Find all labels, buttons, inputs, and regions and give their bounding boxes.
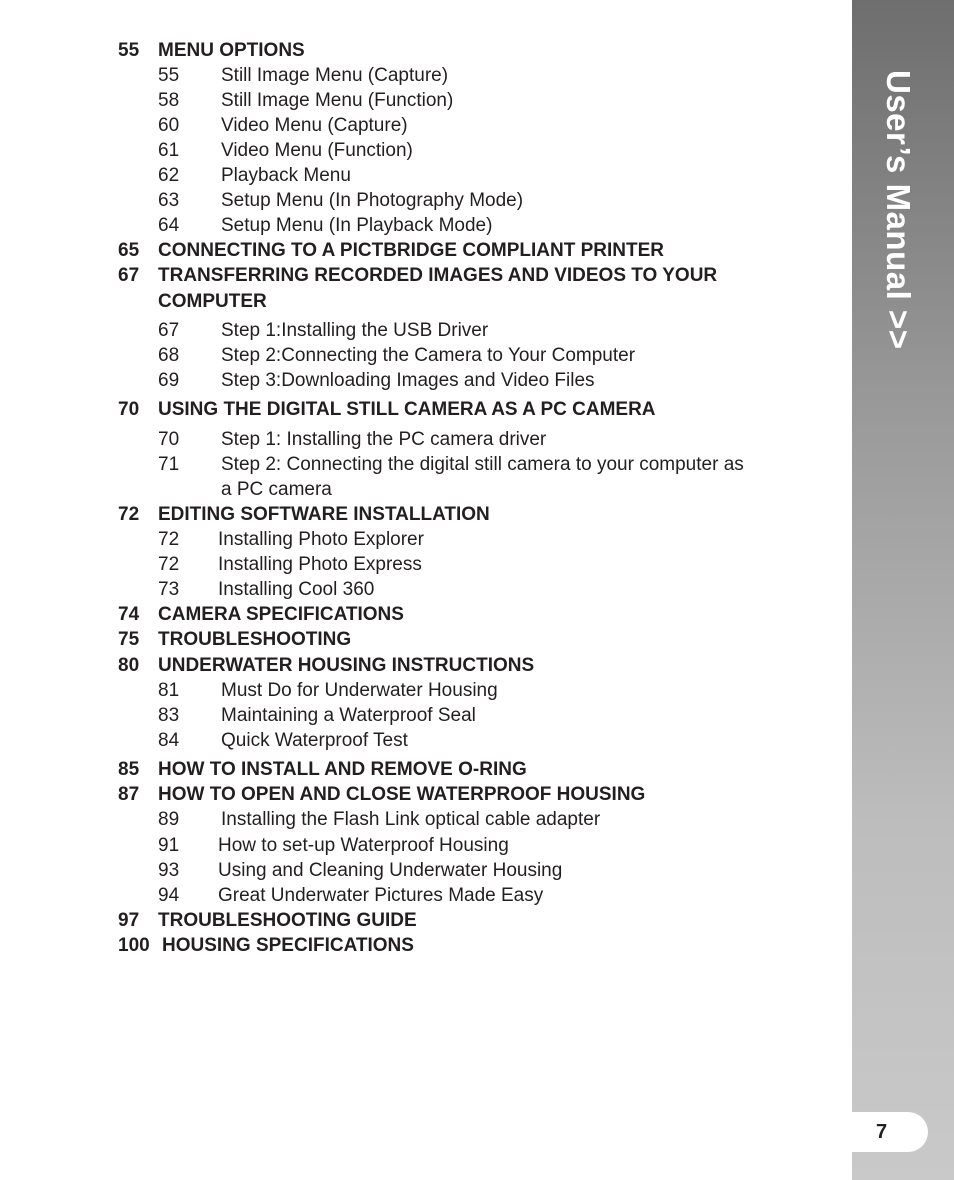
toc-entry: a PC camera: [221, 479, 332, 500]
toc-entry: Playback Menu: [221, 165, 351, 186]
toc-page-number: 55: [118, 40, 140, 61]
toc-entry: CONNECTING TO A PICTBRIDGE COMPLIANT PRINTER: [158, 240, 664, 261]
toc-entry: MENU OPTIONS: [158, 40, 305, 61]
toc-page-number: 67: [118, 265, 140, 286]
toc-entry: TROUBLESHOOTING GUIDE: [158, 910, 417, 931]
toc-entry: HOW TO INSTALL AND REMOVE O-RING: [158, 759, 527, 780]
toc-entry: Step 2:Connecting the Camera to Your Computer: [221, 345, 636, 366]
toc-page-number: 81: [158, 680, 180, 701]
toc-page-number: 75: [118, 629, 140, 650]
toc-page-number: 70: [118, 399, 140, 420]
toc-entry: Step 3:Downloading Images and Video Files: [221, 370, 595, 391]
toc-entry: Setup Menu (In Photography Mode): [221, 190, 524, 211]
toc-entry: Installing Photo Explorer: [218, 529, 424, 550]
toc-entry: Still Image Menu (Function): [221, 90, 454, 111]
toc-page-number: 74: [118, 604, 140, 625]
page-number-tab: [852, 1112, 928, 1152]
toc-entry: COMPUTER: [158, 291, 267, 312]
toc-page-number: 68: [158, 345, 180, 366]
page-number: 7: [876, 1121, 888, 1143]
manual-title: User’s Manual >>: [880, 70, 917, 350]
toc-entry: Step 1: Installing the PC camera driver: [221, 429, 547, 450]
toc-page-number: 87: [118, 784, 140, 805]
toc-entry: Great Underwater Pictures Made Easy: [218, 885, 544, 906]
toc-page-number: 55: [158, 65, 180, 86]
toc-page-number: 64: [158, 215, 180, 236]
toc-entry: Step 1:Installing the USB Driver: [221, 320, 489, 341]
toc-page-number: 94: [158, 885, 180, 906]
toc-page-number: 69: [158, 370, 180, 391]
toc-entry: UNDERWATER HOUSING INSTRUCTIONS: [158, 655, 535, 676]
toc-page-number: 73: [158, 579, 180, 600]
toc-page-number: 84: [158, 730, 180, 751]
toc-entry: TRANSFERRING RECORDED IMAGES AND VIDEOS TO YOUR: [158, 265, 718, 286]
toc-page-number: 72: [158, 554, 180, 575]
toc-page-number: 80: [118, 655, 140, 676]
toc-entry: Installing Cool 360: [218, 579, 375, 600]
toc-entry: Installing the Flash Link optical cable adapter: [221, 809, 601, 830]
toc-page-number: 89: [158, 809, 180, 830]
toc-entry: HOW TO OPEN AND CLOSE WATERPROOF HOUSING: [158, 784, 646, 805]
toc-page-number: 83: [158, 705, 180, 726]
toc-entry: Step 2: Connecting the digital still camera to your computer as: [221, 454, 744, 475]
toc-entry: Video Menu (Capture): [221, 115, 408, 136]
toc-page-number: 61: [158, 140, 180, 161]
toc-page-number: 93: [158, 860, 180, 881]
toc-entry: Quick Waterproof Test: [221, 730, 408, 751]
toc-entry: USING THE DIGITAL STILL CAMERA AS A PC CAMERA: [158, 399, 656, 420]
toc-page-number: 100: [118, 935, 150, 956]
toc-page-number: 85: [118, 759, 140, 780]
toc-page-number: 71: [158, 454, 180, 475]
toc-entry: Setup Menu (In Playback Mode): [221, 215, 493, 236]
toc-entry: EDITING SOFTWARE INSTALLATION: [158, 504, 490, 525]
toc-page-number: 70: [158, 429, 180, 450]
toc-page-number: 60: [158, 115, 180, 136]
toc-entry: Using and Cleaning Underwater Housing: [218, 860, 563, 881]
toc-page-number: 72: [118, 504, 140, 525]
toc-entry: Installing Photo Express: [218, 554, 422, 575]
toc-entry: How to set-up Waterproof Housing: [218, 835, 509, 856]
toc-page-number: 67: [158, 320, 180, 341]
toc-page-number: 63: [158, 190, 180, 211]
toc-entry: Maintaining a Waterproof Seal: [221, 705, 476, 726]
toc-entry: TROUBLESHOOTING: [158, 629, 352, 650]
toc-page-number: 58: [158, 90, 180, 111]
toc-entry: HOUSING SPECIFICATIONS: [162, 935, 414, 956]
toc-page-number: 91: [158, 835, 180, 856]
toc-entry: Still Image Menu (Capture): [221, 65, 449, 86]
toc-entry: CAMERA SPECIFICATIONS: [158, 604, 404, 625]
toc-entry: Must Do for Underwater Housing: [221, 680, 498, 701]
toc-page-number: 97: [118, 910, 140, 931]
toc-page-number: 72: [158, 529, 180, 550]
toc-entry: Video Menu (Function): [221, 140, 413, 161]
toc-page-number: 65: [118, 240, 140, 261]
toc-page-number: 62: [158, 165, 180, 186]
